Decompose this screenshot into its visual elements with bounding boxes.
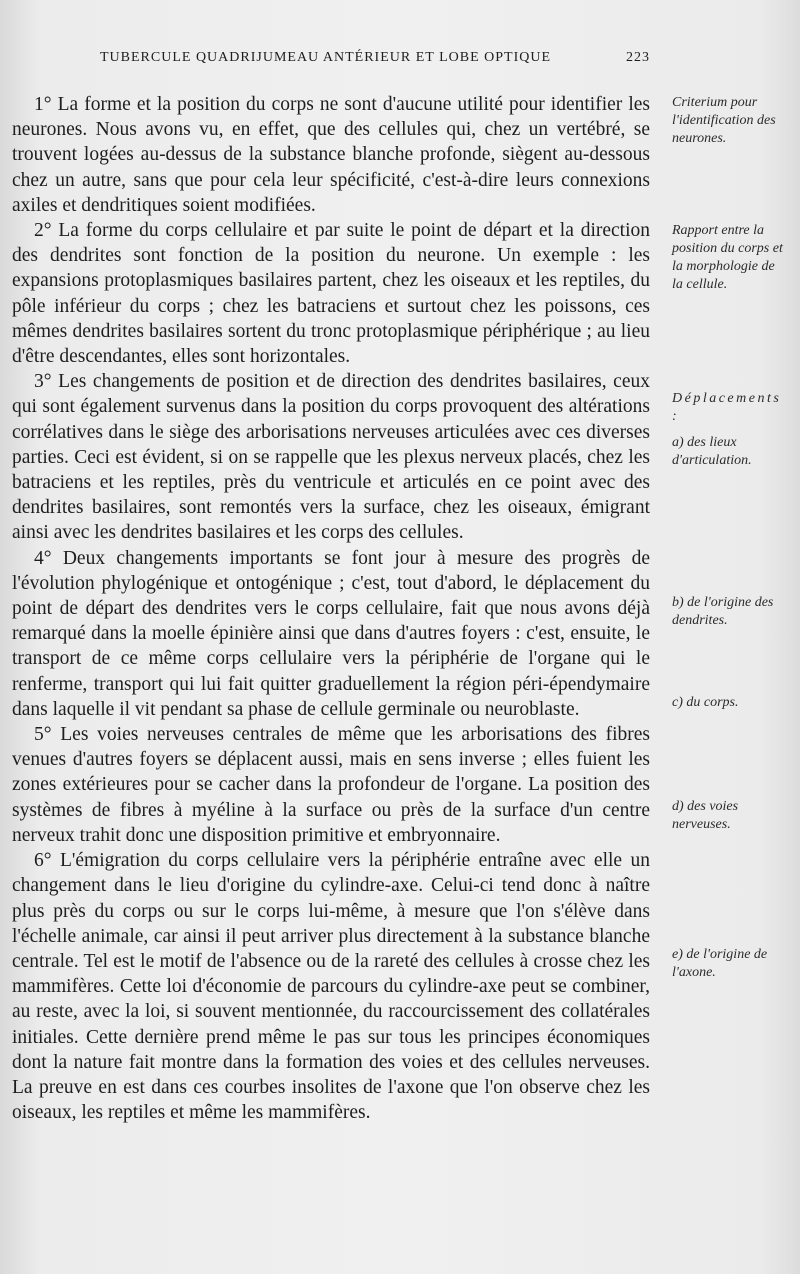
paragraph-5: 5° Les voies nerveuses centrales de même que les arborisations des fibres venues d'autres foyers se déplacent aussi, mais en sens inverse ; elles fuient les zones extérieures pour se cacher dans la profondeur de l'organe. La position des systèmes de fibres à myéline à la surface ou près de la surface d'un centre nerveux trahit donc une disposition primitive et embryonnaire. — [12, 724, 650, 846]
running-header — [100, 50, 660, 74]
margin-note-rapport: Rapport entre la position du corps et la morphologie de la cellule. — [672, 223, 783, 292]
margin-note-b: b) de l'origine des dendrites. — [672, 595, 774, 628]
margin-note-c: c) du corps. — [672, 695, 739, 710]
margin-note-deplacements-a: a) des lieux d'articulation. — [672, 435, 752, 468]
margin-note-criterium: Criterium pour l'identification des neurones. — [672, 95, 776, 146]
paragraph-3: 3° Les changements de position et de direction des dendrites basilaires, ceux qui sont également survenus dans la position du corps provoquent des altérations corrélatives dans le siège des arborisations nerveuses articulées avec ces diverses parties. Ceci est évident, si on se rappelle que les plexus nerveux placés, chez les batraciens et les reptiles, près du ventricule et articulés en ce point avec des dendrites basilaires, sont remontés vers la surface, chez les oiseaux, émigrant ainsi avec les dendrites basilaires et les corps des cellules. — [12, 371, 650, 544]
margin-note-deplacements-heading: Déplacements : — [672, 391, 782, 424]
paragraph-6: 6° L'émigration du corps cellulaire vers la périphérie entraîne avec elle un changement dans le lieu d'origine du cylindre-axe. Celui-ci tend donc à naître plus près du corps ou sur le corps lui-même, à mesure que l'on s'élève dans l'échelle animale, car ainsi il peut arriver plus directement à la substance blanche centrale. Tel est le motif de l'absence ou de la rareté des cellules à crosse chez les mammifères. Cette loi d'économie de parcours du cylindre-axe peut se combiner, au reste, avec la loi, si souvent mentionnée, du raccourcissement des collatérales initiales. Cette dernière prend même le pas sur tous les principes économiques dont la nature fait montre dans la formation des voies et des cellules nerveuses. La preuve en est dans ces courbes insolites de l'axone que l'on observe chez les oiseaux, les reptiles et même les mammifères. — [12, 850, 650, 1124]
margin-note-d: d) des voies nerveuses. — [672, 799, 739, 832]
running-title: TUBERCULE QUADRIJUMEAU ANTÉRIEUR ET LOBE OPTIQUE — [100, 50, 551, 65]
paragraph-4: 4° Deux changements importants se font jour à mesure des progrès de l'évolution phylogénique et ontogénique ; c'est, tout d'abord, le déplacement du point de départ des dendrites vers le corps cellulaire, fait que nous avons déjà remarqué dans la moelle épinière ainsi que dans d'autres foyers : c'est, ensuite, le transport de ce même corps cellulaire vers la périphérie de l'organe qui le renferme, transport qui lui fait quitter graduellement la région péri-épendymaire dans laquelle il vit pendant sa phase de cellule germinale ou neuroblaste. — [12, 547, 650, 720]
paragraph-2: 2° La forme du corps cellulaire et par suite le point de départ et la direction des dendrites sont fonction de la position du neurone. Un exemple : les expansions protoplasmiques basilaires partent, chez les oiseaux et les reptiles, du pôle inférieur du corps ; chez les batraciens et surtout chez les poissons, ces mêmes dendrites basilaires sortent du tronc protoplasmique périphérique ; au lieu d'être descendantes, elles sont horizontales. — [12, 220, 650, 368]
main-text — [12, 92, 650, 1125]
margin-note-e: e) de l'origine de l'axone. — [672, 947, 768, 980]
paragraph-1: 1° La forme et la position du corps ne sont d'aucune utilité pour identifier les neurones. Nous avons vu, en effet, que des cellules qui, chez un vertébré, se trouvent logées au-dessus de la substance blanche profonde, siègent au-dessous chez un autre, sans que pour cela leur spécificité, c'est-à-dire leurs connexions axiles et dendritiques soient modifiées. — [12, 94, 650, 216]
page-number: 223 — [626, 50, 650, 65]
